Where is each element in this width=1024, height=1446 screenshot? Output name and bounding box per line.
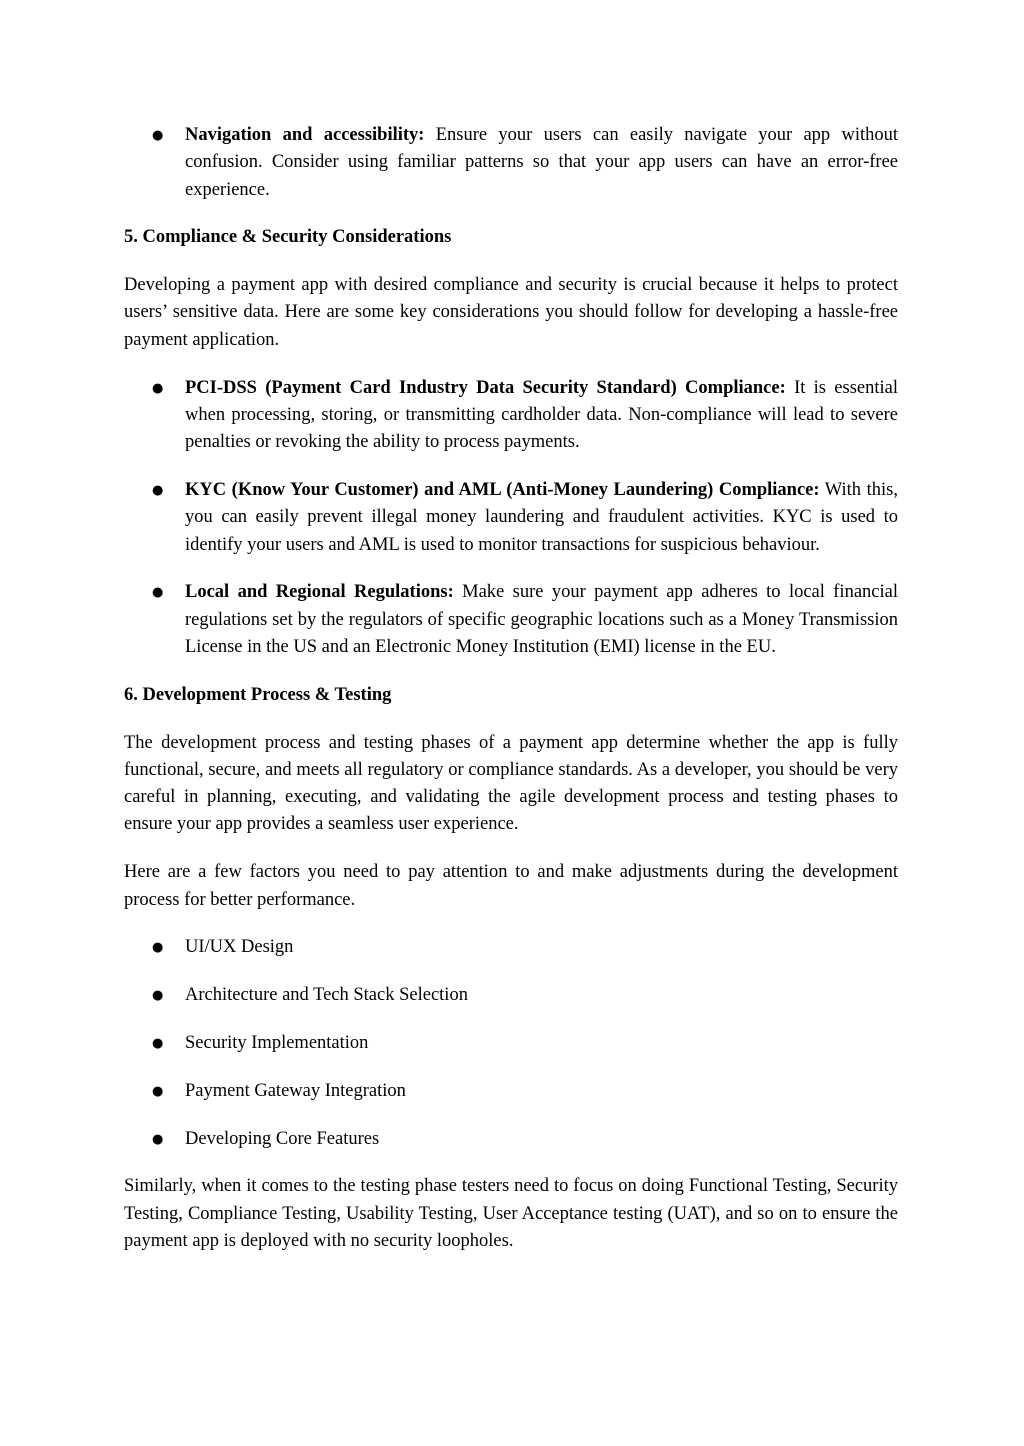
list-item	[124, 579, 898, 661]
development-paragraph-1: The development process and testing phases of a payment app determine whether the app is fully functional, secure, and meets all regulatory or compliance standards. As a developer, you should be very careful in planning, executing, and validating the agile development process and testing phases to ensure your app provides a seamless user experience.	[124, 732, 898, 835]
bullet-icon: ●	[152, 1083, 164, 1099]
bullet-icon: ●	[152, 128, 164, 143]
list-item-term: PCI-DSS (Payment Card Industry Data Security Standard) Compliance:	[185, 377, 786, 398]
compliance-list	[124, 375, 898, 662]
document-page	[124, 122, 898, 1276]
list-item	[124, 982, 898, 1009]
list-item-text: Make sure your payment app adheres to local financial regulations set by the regulators of specific geographic locations such as a Money Transmission License in the US and an Electronic Money Institution (EMI) license in the EU.	[185, 582, 898, 657]
list-item-text: Ensure your users can easily navigate your app without confusion. Consider using familiar patterns so that your app users can have an error-free experience.	[185, 125, 898, 200]
list-item-text: Architecture and Tech Stack Selection	[185, 985, 468, 1006]
bullet-icon: ●	[152, 585, 164, 601]
navigation-list	[124, 122, 898, 204]
bullet-icon: ●	[152, 1035, 164, 1051]
list-item	[124, 122, 898, 204]
compliance-intro: Developing a payment app with desired compliance and security is crucial because it helps to protect users’ sensitive data. Here are some key considerations you should follow for developing a hassle-free payment application.	[124, 275, 898, 350]
list-item	[124, 934, 898, 961]
testing-paragraph: Similarly, when it comes to the testing phase testers need to focus on doing Functional Testing, Security Testing, Compliance Testing, Usability Testing, User Acceptance testing (UAT), and so on to ensure the payment app is deployed with no security loopholes.	[124, 1176, 898, 1251]
list-item	[124, 1030, 898, 1057]
list-item-text: It is essential when processing, storing, or transmitting cardholder data. Non-compliance will lead to severe penalties or revoking the ability to process payments.	[185, 377, 899, 453]
list-item	[124, 375, 898, 457]
list-item-text: Payment Gateway Integration	[185, 1080, 406, 1101]
list-item	[124, 1078, 898, 1105]
development-paragraph-2: Here are a few factors you need to pay attention to and make adjustments during the development process for better performance.	[124, 862, 898, 910]
list-item-text: Developing Core Features	[185, 1128, 380, 1149]
list-item	[124, 1126, 898, 1153]
list-item	[124, 477, 898, 559]
development-factors-list	[124, 934, 898, 1152]
list-item-term: Navigation and accessibility:	[185, 125, 425, 145]
list-item-text: With this, you can easily prevent illegal money laundering and fraudulent activities. KYC is used to identify your users and AML is used to monitor transactions for suspicious behaviour.	[185, 479, 898, 555]
bullet-icon: ●	[152, 988, 164, 1004]
section-heading-compliance: 5. Compliance & Security Considerations	[124, 227, 452, 248]
list-item-text: Security Implementation	[185, 1032, 369, 1053]
bullet-icon: ●	[152, 482, 164, 498]
section-heading-development: 6. Development Process & Testing	[124, 684, 392, 705]
list-item-term: Local and Regional Regulations:	[185, 582, 454, 603]
bullet-icon: ●	[152, 940, 164, 956]
list-item-term: KYC (Know Your Customer) and AML (Anti-Money Laundering) Compliance:	[185, 479, 820, 500]
bullet-icon: ●	[152, 1131, 164, 1147]
bullet-icon: ●	[152, 380, 164, 396]
list-item-text: UI/UX Design	[185, 937, 294, 958]
